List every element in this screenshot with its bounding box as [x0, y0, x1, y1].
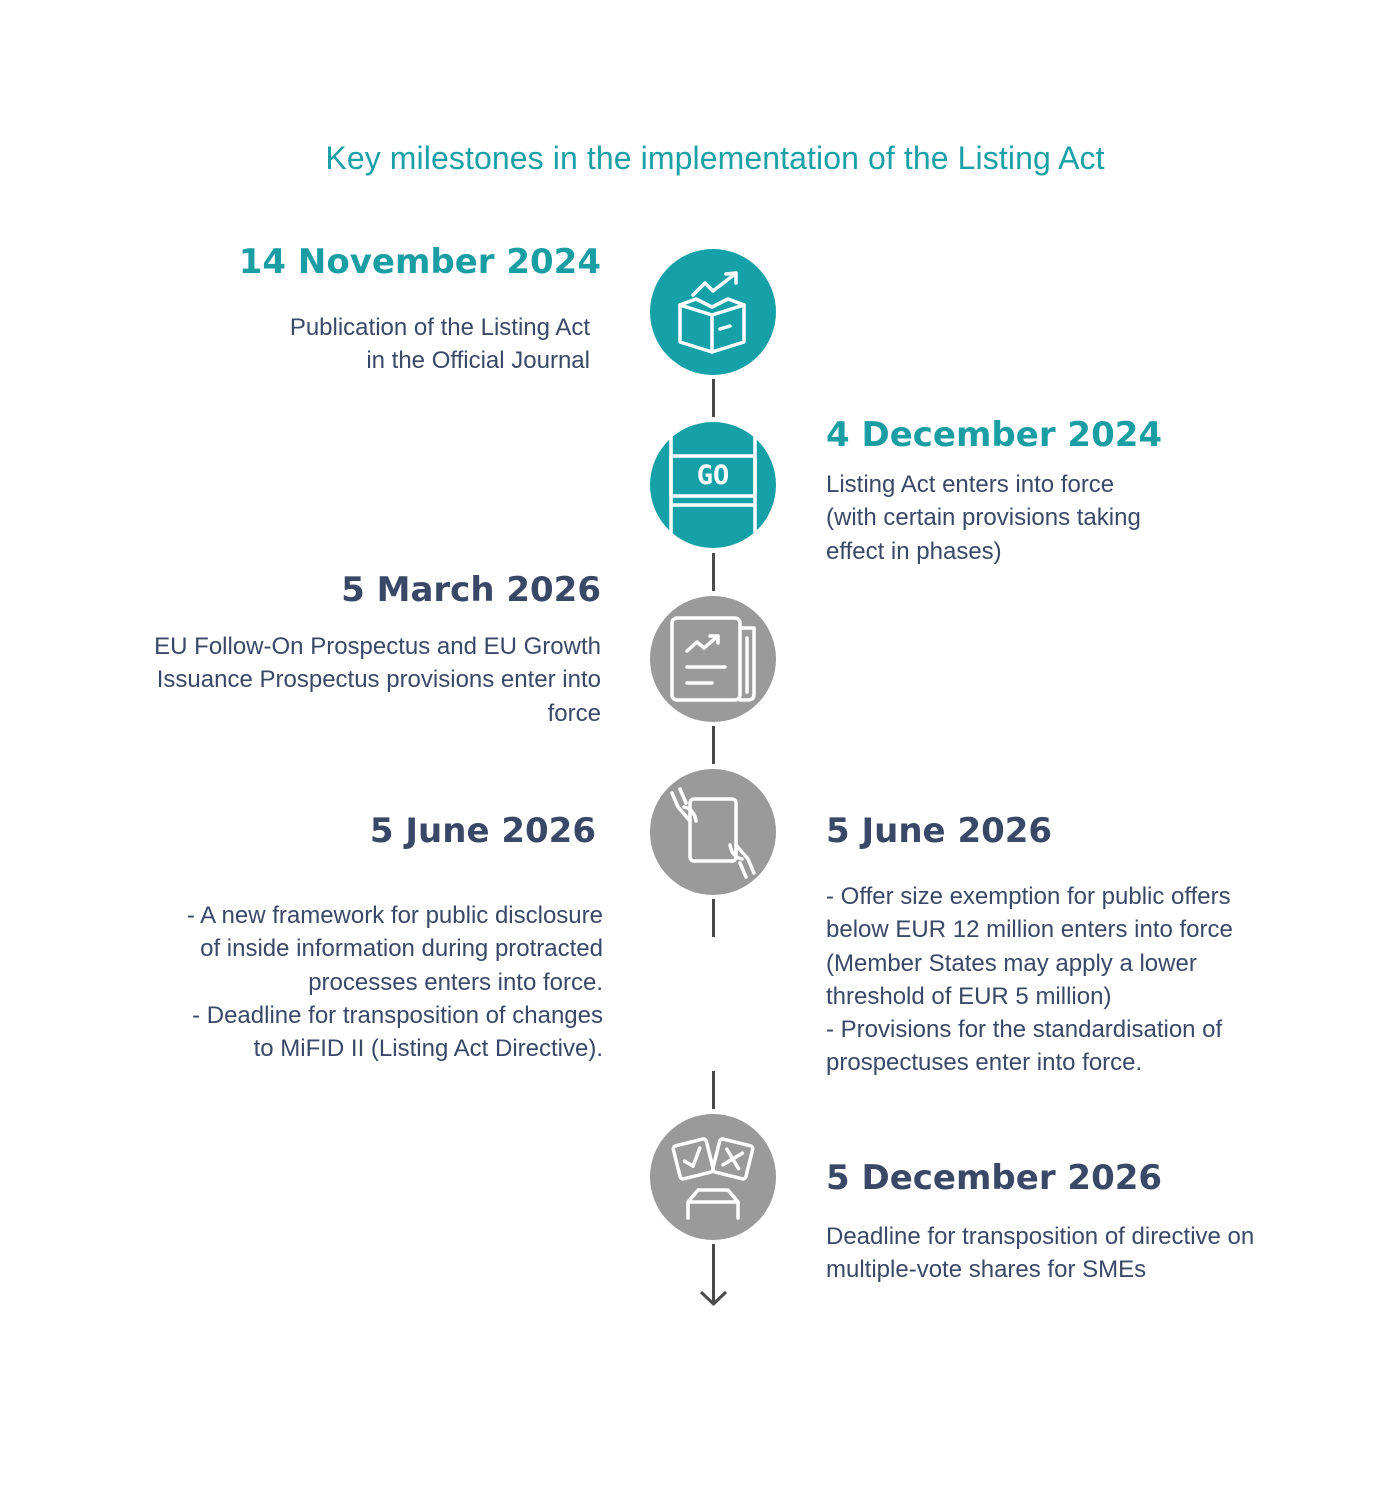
milestone-4-right-line: - Offer size exemption for public offers — [826, 883, 1231, 910]
milestone-4-right-description — [826, 880, 1233, 1080]
milestone-5-line: Deadline for transposition of directive on — [826, 1223, 1255, 1250]
milestone-4-left-line: - Deadline for transposition of changes — [192, 1001, 603, 1029]
milestone-1-description — [290, 311, 590, 378]
timeline-line-4 — [712, 899, 715, 937]
milestone-4-left-line: processes enters into force. — [308, 968, 603, 996]
milestone-2-line: (with certain provisions taking — [826, 504, 1141, 532]
milestone-3-line: force — [547, 699, 601, 727]
go-sign-icon — [650, 422, 776, 548]
milestone-1-date: 14 November 2024 — [238, 242, 601, 282]
milestone-4-left-line: of inside information during protracted — [200, 935, 603, 963]
milestone-5-line: multiple-vote shares for SMEs — [826, 1256, 1147, 1284]
milestone-3-line: Issuance Prospectus provisions enter into — [156, 666, 601, 694]
milestone-4-left-line: to MiFID II (Listing Act Directive). — [253, 1035, 603, 1063]
timeline-line-5 — [712, 1071, 715, 1109]
milestone-4-right-line: below EUR 12 million enters into force — [826, 916, 1233, 944]
timeline-line-2 — [712, 553, 715, 591]
milestone-5-date: 5 December 2026 — [826, 1158, 1163, 1198]
timeline-line-1 — [712, 379, 715, 417]
page-title: Key milestones in the implementation of the Listing Act — [325, 140, 1105, 176]
milestone-4-right-line: prospectuses enter into force. — [826, 1049, 1143, 1077]
milestone-4-right-line: - Provisions for the standardisation of — [826, 1016, 1223, 1044]
milestone-3-description — [154, 630, 601, 730]
milestone-4-left-date: 5 June 2026 — [369, 811, 596, 851]
milestone-1-line: in the Official Journal — [366, 347, 590, 375]
timeline-arrow-icon — [696, 1242, 730, 1308]
milestone-2-line: effect in phases) — [826, 537, 1002, 565]
milestone-5-circle — [650, 1114, 776, 1240]
milestone-1-line: Publication of the Listing Act — [289, 314, 590, 341]
report-chart-icon — [650, 596, 776, 722]
milestone-2-description — [826, 468, 1141, 568]
milestone-5-description — [826, 1220, 1254, 1287]
go-sign-text: GO — [696, 460, 730, 491]
milestone-4-circle — [650, 769, 776, 895]
milestone-3-line: EU Follow-On Prospectus and EU Growth — [154, 633, 601, 660]
milestone-2-date: 4 December 2024 — [826, 415, 1163, 455]
milestone-4-left-line: - A new framework for public disclosure — [186, 902, 603, 929]
milestone-2-circle — [650, 422, 776, 548]
milestone-4-right-date: 5 June 2026 — [826, 811, 1053, 851]
milestone-4-left-description — [187, 899, 603, 1065]
book-growth-icon — [650, 249, 776, 375]
milestone-1-circle — [650, 249, 776, 375]
milestone-4-right-line: (Member States may apply a lower — [826, 949, 1197, 977]
timeline-line-3 — [712, 726, 715, 764]
ballot-box-icon — [650, 1114, 776, 1240]
milestone-2-line: Listing Act enters into force — [826, 471, 1115, 498]
milestone-4-right-line: threshold of EUR 5 million) — [826, 982, 1112, 1010]
milestone-3-date: 5 March 2026 — [341, 570, 601, 610]
milestone-3-circle — [650, 596, 776, 722]
hands-document-icon — [650, 769, 776, 895]
